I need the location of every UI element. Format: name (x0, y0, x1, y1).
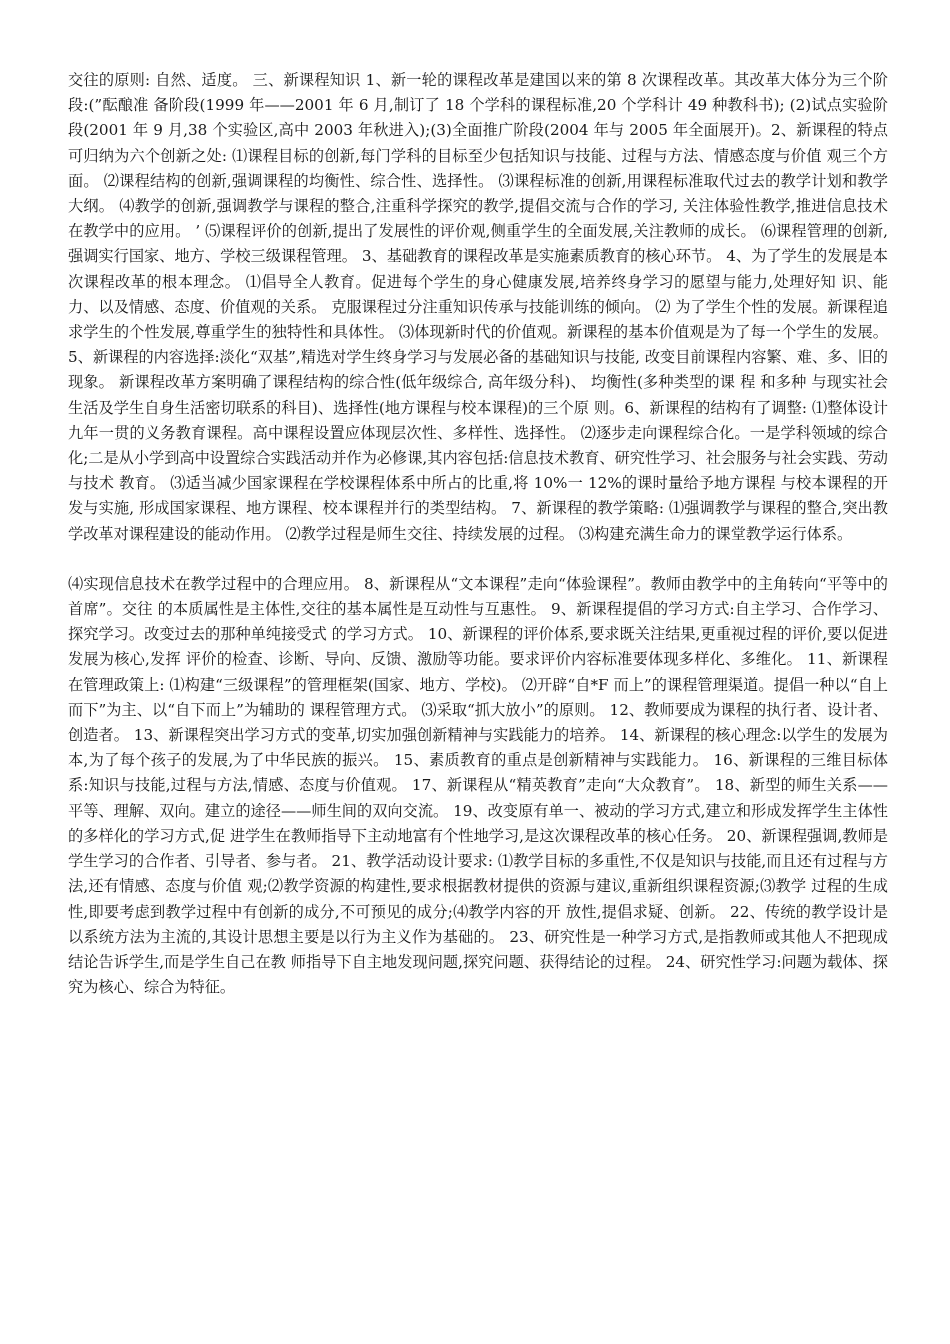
paragraph-curriculum-reform-part1: 交往的原则: 自然、适度。 三、新课程知识 1、新一轮的课程改革是建国以来的第 8 次课程改革。其改革大体分为三个阶段:(”酝酿准 备阶段(1999 年——2001 年 6 月,制订了 18 个学科的课程标准,20 个学科计 49 种教科书); (2)试点实验阶段(2001 年 9 月,38 个实验区,高中 2003 年秋进入);(3)全面推广阶段(2004 年与 2005 年全面展开)。2、新课程的特点可归纳为六个创新之处: ⑴课程目标的创新,每门学科的目标至少包括知识与技能、过程与方法、情感态度与价值 观三个方面。 ⑵课程结构的创新,强调课程的均衡性、综合性、选择性。 ⑶课程标准的创新,用课程标准取代过去的教学计划和教学大纲。 ⑷教学的创新,强调教学与课程的整合,注重科学探究的教学,提倡交流与合作的学习, 关注体验性教学,推进信息技术在教学中的应用。 ’ ⑸课程评价的创新,提出了发展性的评价观,侧重学生的全面发展,关注教师的成长。 ⑹课程管理的创新,强调实行国家、地方、学校三级课程管理。 3、基础教育的课程改革是实施素质教育的核心环节。 4、为了学生的发展是本次课程改革的根本理念。 ⑴倡导全人教育。促进每个学生的身心健康发展,培养终身学习的愿望与能力,处理好知 识、能力、以及情感、态度、价值观的关系。 克服课程过分注重知识传承与技能训练的倾向。 ⑵ 为了学生个性的发展。新课程追求学生的个性发展,尊重学生的独特性和具体性。 ⑶体现新时代的价值观。新课程的基本价值观是为了每一个学生的发展。 5、新课程的内容选择:淡化“双基”,精选对学生终身学习与发展必备的基础知识与技能, 改变目前课程内容繁、难、多、旧的现象。 新课程改革方案明确了课程结构的综合性(低年级综合, 高年级分科)、 均衡性(多种类型的课 程 和多种 与现实社会生活及学生自身生活密切联系的科目)、选择性(地方课程与校本课程)的三个原 则。6、新课程的结构有了调整: ⑴整体设计九年一贯的义务教育课程。高中课程设置应体现层次性、多样性、选择性。 ⑵逐步走向课程综合化。一是学科领域的综合化;二是从小学到高中设置综合实践活动并作为必修课,其内容包括:信息技术教育、研究性学习、社会服务与社会实践、劳动与技术 教育。 ⑶适当减少国家课程在学校课程体系中所占的比重,将 10%一 12%的课时量给予地方课程 与校本课程的开发与实施, 形成国家课程、地方课程、校本课程并行的类型结构。 7、新课程的教学策略: ⑴强调教学与课程的整合,突出教学改革对课程建设的能动作用。 ⑵教学过程是师生交往、持续发展的过程。 ⑶构建充满生命力的课堂教学运行体系。 (68, 71, 888, 543)
document-page (68, 68, 888, 1000)
paragraph-curriculum-reform-part2: ⑷实现信息技术在教学过程中的合理应用。 8、新课程从“文本课程”走向“体验课程”。教师由教学中的主角转向“平等中的首席”。交往 的本质属性是主体性,交往的基本属性是互动性与互惠性。 9、新课程提倡的学习方式:自主学习、合作学习、探究学习。改变过去的那种单纯接受式 的学习方式。 10、新课程的评价体系,要求既关注结果,更重视过程的评价,要以促进发展为核心,发挥 评价的检查、诊断、导向、反馈、激励等功能。要求评价内容标准要体现多样化、多维化。 11、新课程在管理政策上: ⑴构建“三级课程”的管理框架(国家、地方、学校)。 ⑵开辟“自*F 而上”的课程管理渠道。提倡一种以“自上而下”为主、以“自下而上”为辅助的 课程管理方式。 ⑶采取“抓大放小”的原则。 12、教师要成为课程的执行者、设计者、创造者。 13、新课程突出学习方式的变革,切实加强创新精神与实践能力的培养。 14、新课程的核心理念:以学生的发展为本,为了每个孩子的发展,为了中华民族的振兴。 15、素质教育的重点是创新精神与实践能力。 16、新课程的三维目标体系:知识与技能,过程与方法,情感、态度与价值观。 17、新课程从“精英教育”走向“大众教育”。 18、新型的师生关系——平等、理解、双向。建立的途径——师生间的双向交流。 19、改变原有单一、被动的学习方式,建立和形成发挥学生主体性的多样化的学习方式,促 进学生在教师指导下主动地富有个性地学习,是这次课程改革的核心任务。 20、新课程强调,教师是学生学习的合作者、引导者、参与者。 21、教学活动设计要求: ⑴教学目标的多重性,不仅是知识与技能,而且还有过程与方法,还有情感、态度与价值 观;⑵教学资源的构建性,要求根据教材提供的资源与建议,重新组织课程资源;⑶教学 过程的生成性,即要考虑到教学过程中有创新的成分,不可预见的成分;⑷教学内容的开 放性,提倡求疑、创新。 22、传统的教学设计是以系统方法为主流的,其设计思想主要是以行为主义作为基础的。 23、研究性是一种学习方式,是指教师或其他人不把现成结论告诉学生,而是学生自己在教 师指导下自主地发现问题,探究问题、获得结论的过程。 24、研究性学习:问题为载体、探究为核心、综合为特征。 (68, 574, 888, 997)
